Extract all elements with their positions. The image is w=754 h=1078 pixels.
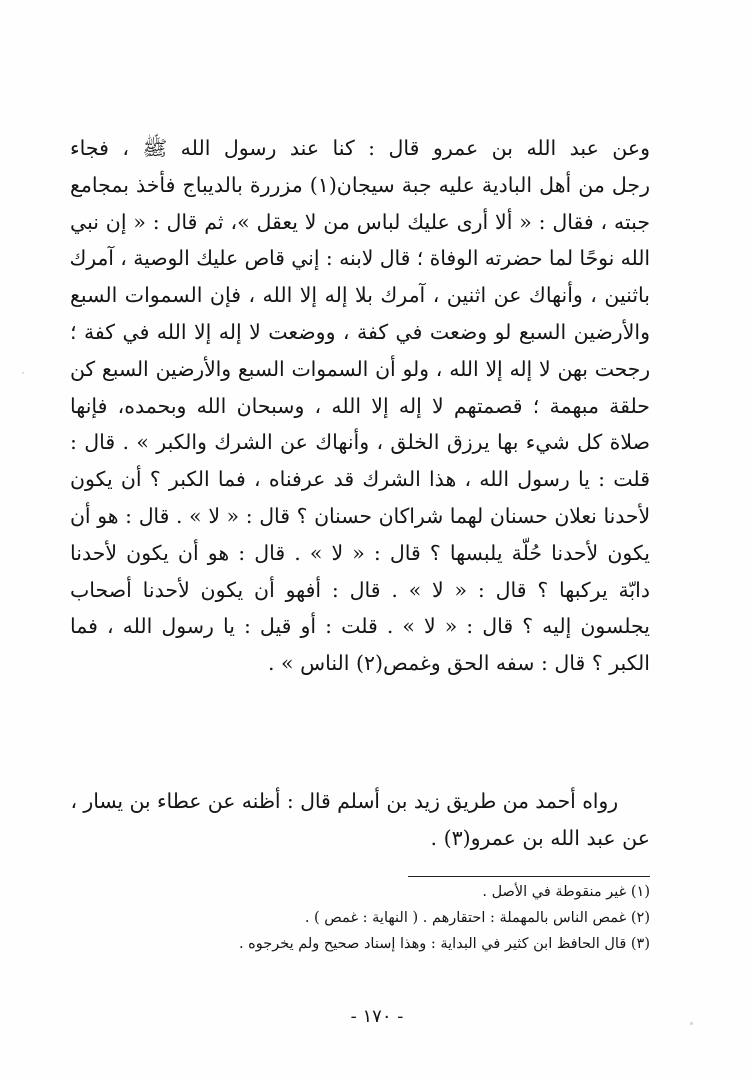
- scan-speck: [22, 372, 24, 374]
- text-line: الكبر ؟ قال : سفه الحق وغمص(٢) الناس » .: [267, 651, 650, 676]
- text-line: قلت : يا رسول الله ، هذا الشرك قد عرفناه ، فما الكبر ؟ أن يكون: [70, 467, 650, 492]
- text-line: باثنين ، وأنهاك عن اثنين ، آمرك بلا إله إلا الله ، فإن السموات السبع: [70, 283, 650, 308]
- scan-speck: [690, 1022, 693, 1025]
- text-line: حلقة مبهمة ؛ قصمتهم لا إله إلا الله ، وسبحان الله وبحمده، فإنها: [70, 393, 650, 418]
- text-line: رجل من أهل البادية عليه جبة سيجان(١) مزررة بالديباج فأخذ بمجامع: [70, 172, 650, 197]
- footnotes: [90, 879, 650, 957]
- text-line: رجحت بهن لا إله إلا الله ، ولو أن السموات السبع والأرضين السبع كن: [70, 356, 650, 381]
- text-line: صلاة كل شيء بها يرزق الخلق ، وأنهاك عن الشرك والكبر » . قال :: [70, 430, 650, 455]
- text-line: والأرضين السبع لو وضعت في كفة ، ووضعت لا إله إلا الله في كفة ؛: [70, 319, 650, 344]
- text-line: الله نوحًا لما حضرته الوفاة ؛ قال لابنه : إني قاص عليك الوصية ، آمرك: [69, 246, 650, 271]
- page-number: - ١٧٠ -: [350, 1006, 404, 1027]
- footnote-3: (٣) قال الحافظ ابن كثير في البداية : وهذا إسناد صحيح ولم يخرجوه .: [238, 936, 650, 952]
- footnote-2: (٢) غمص الناس بالمهملة : احتقارهم . ( النهاية : غمص ) .: [304, 910, 650, 926]
- text-line: رواه أحمد من طريق زيد بن أسلم قال : أظنه عن عطاء بن يسار ،: [70, 789, 618, 813]
- footnote-1: (١) غير منقوطة في الأصل .: [482, 884, 650, 900]
- main-paragraph: [70, 130, 650, 682]
- text-line: وعن عبد الله بن عمرو قال : كنا عند رسول الله ﷺ ، فجاء: [70, 136, 650, 160]
- text-line: يكون لأحدنا حُلّة يلبسها ؟ قال : « لا » . قال : هو أن يكون لأحدنا: [70, 540, 650, 565]
- footnote-divider: [408, 876, 650, 877]
- text-line: عن عبد الله بن عمرو(٣) .: [430, 825, 650, 850]
- text-line: يجلسون إليه ؟ قال : « لا » . قلت : أو قيل : يا رسول الله ، فما: [70, 614, 650, 639]
- text-line: دابّة يركبها ؟ قال : « لا » . قال : أفهو أن يكون لأحدنا أصحاب: [70, 577, 650, 602]
- text-line: جبته ، فقال : « ألا أرى عليك لباس من لا يعقل »، ثم قال : « إن نبي: [70, 209, 650, 234]
- text-line: لأحدنا نعلان حسنان لهما شراكان حسنان ؟ قال : « لا » . قال : هو أن: [70, 503, 650, 528]
- attribution-paragraph: [70, 783, 650, 857]
